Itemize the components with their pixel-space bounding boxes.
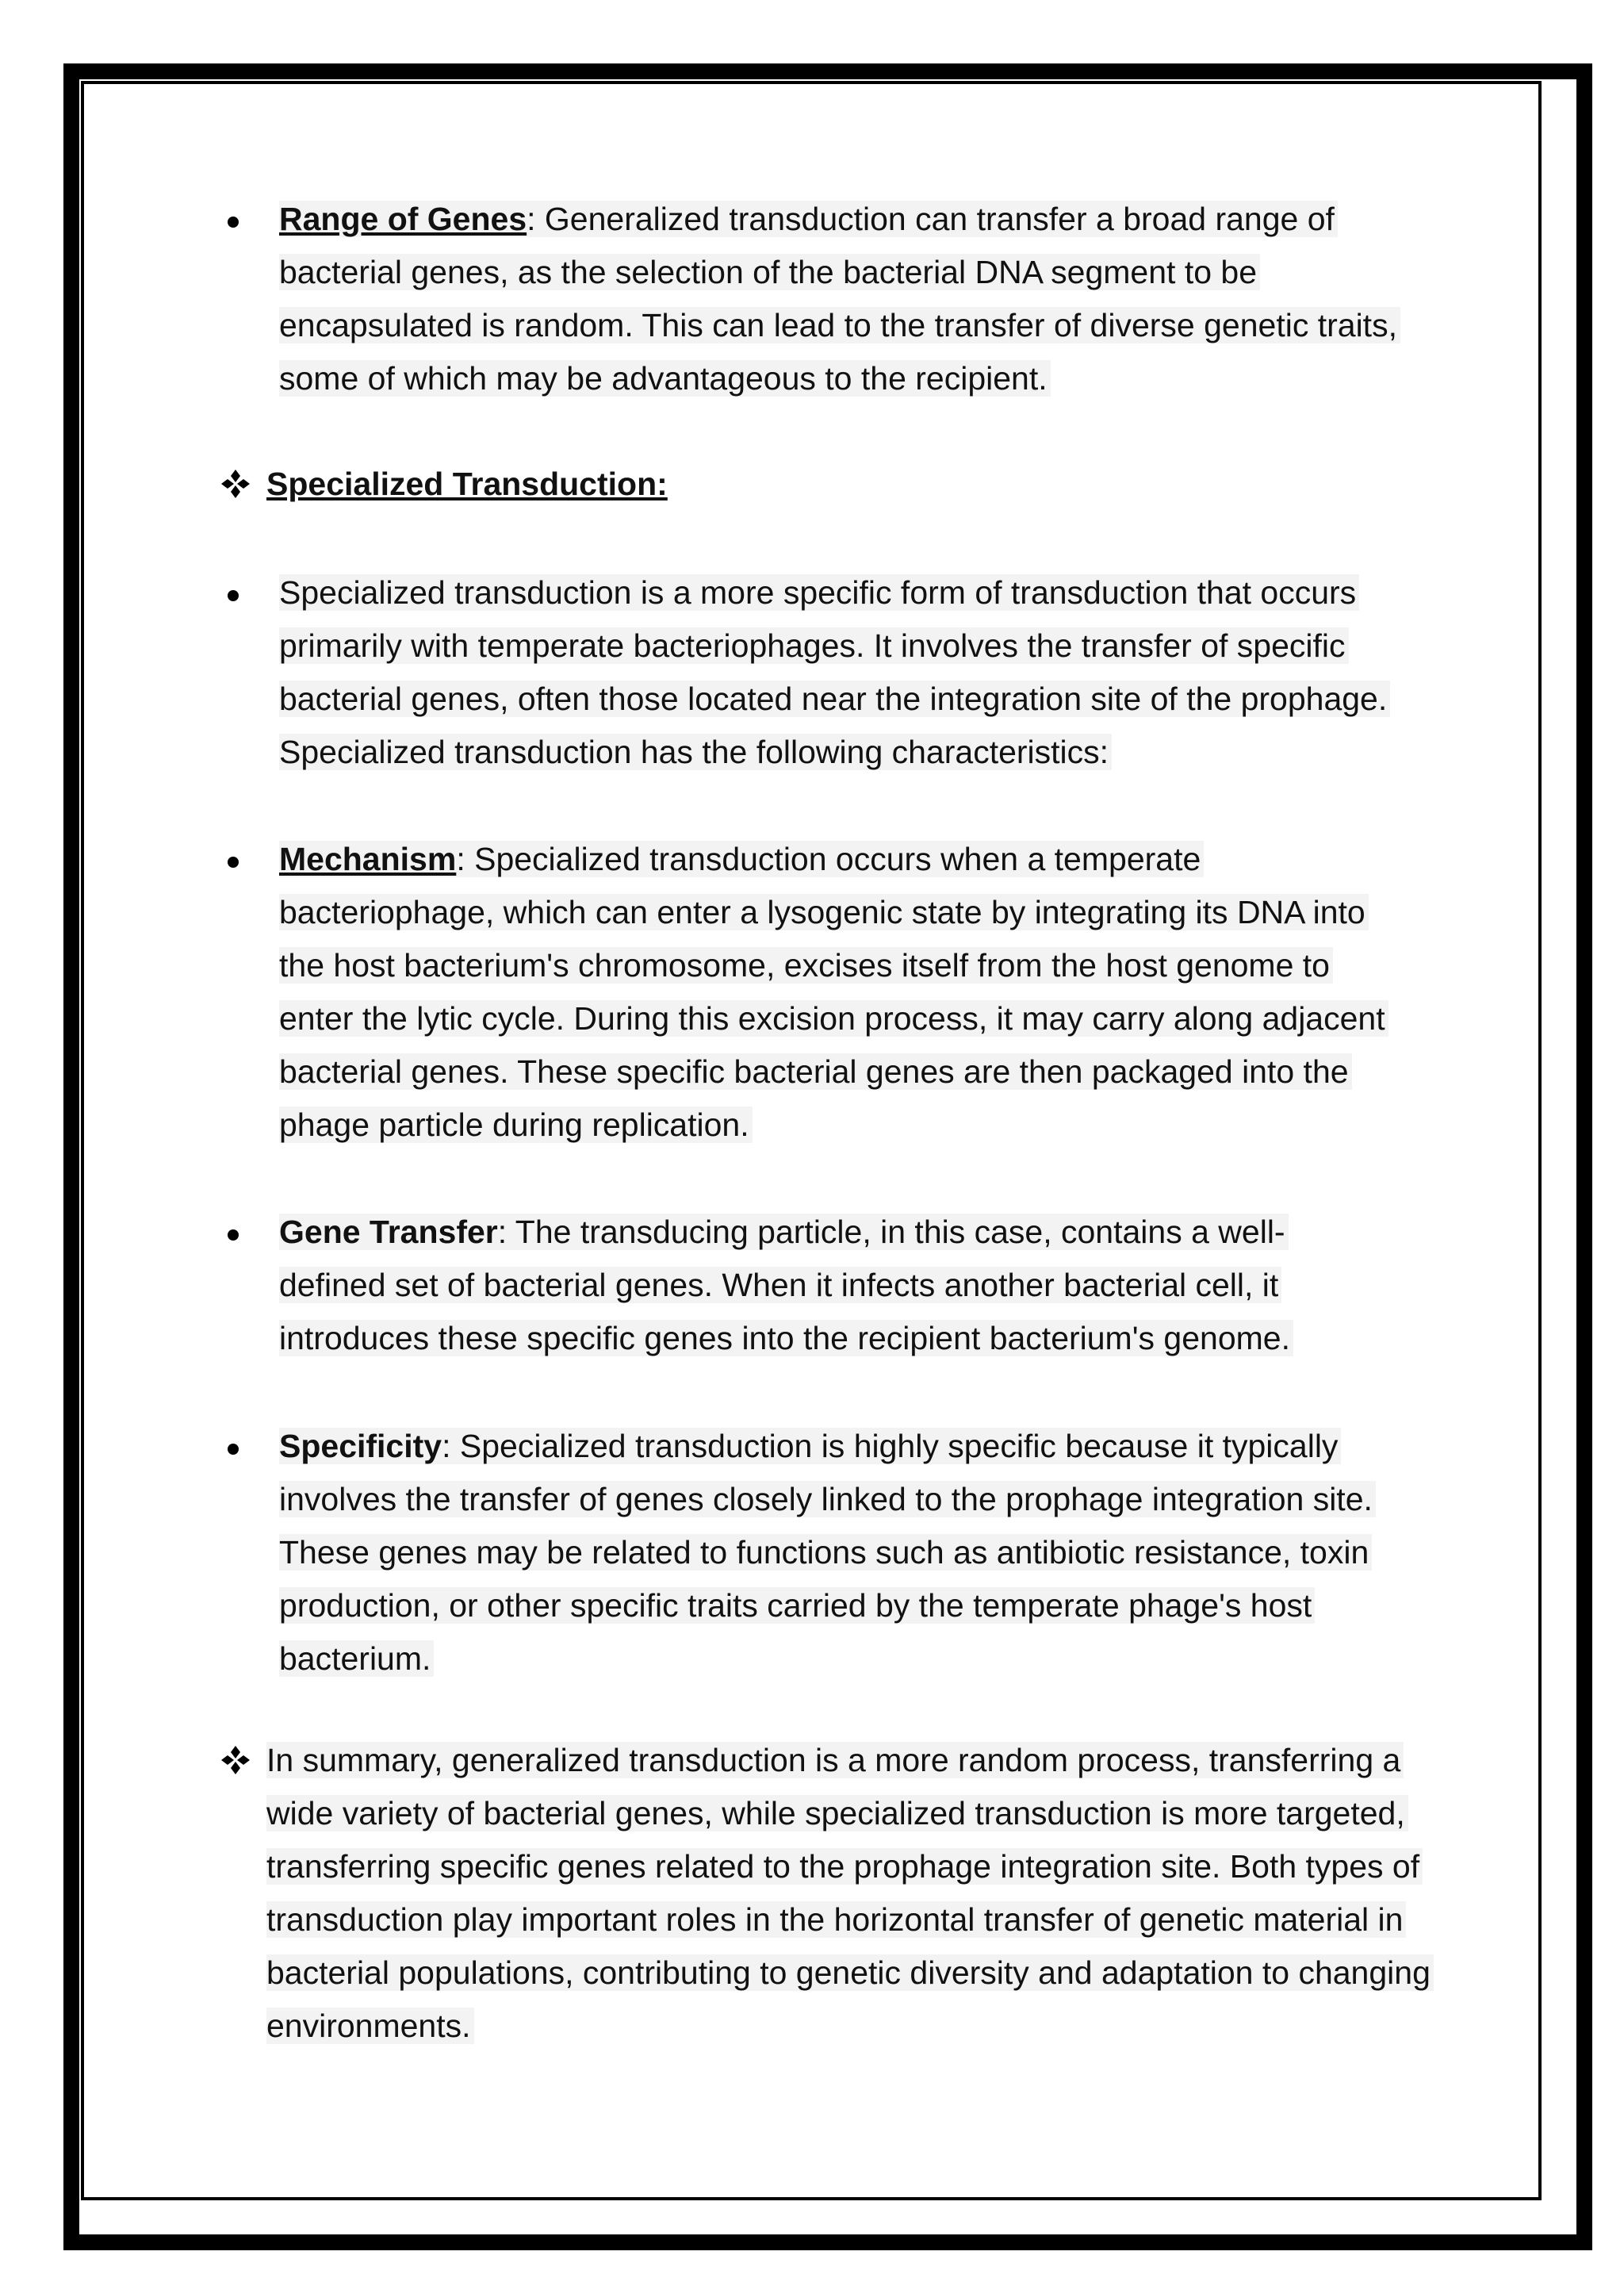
range-of-genes-text: : Generalized transduction can transfer a broad range of bacterial genes, as the selection of the bacterial DNA segment to be encapsulated is random. This can lead to the transfer of diverse genetic traits, some of which may be advantageous to the recipient. [279, 201, 1397, 397]
specificity-text: : Specialized transduction is highly specific because it typically involves the transfer of genes closely linked to the prophage integration site. These genes may be related to functions such as antibiotic resistance, toxin production, or other specific traits carried by the temperate phage's host bacterium. [279, 1428, 1373, 1677]
heading-specialized-transduction: Specialized Transduction: [266, 466, 668, 502]
list-item-gene-transfer [279, 1206, 1373, 1365]
summary-paragraph [266, 1734, 1448, 2053]
term-range-of-genes: Range of Genes [279, 201, 527, 237]
section-heading-specialized [266, 458, 1456, 511]
term-specificity: Specificity [279, 1428, 442, 1464]
list-item-range-of-genes [279, 193, 1421, 405]
bullet-dot-icon [228, 857, 239, 868]
bullet-dot-icon [228, 1229, 239, 1241]
mechanism-text: : Specialized transduction occurs when a temperate bacteriophage, which can enter a lysogenic state by integrating its DNA into the host bacterium's chromosome, excises itself from the host genome to enter the lytic cycle. During this excision process, it may carry along adjacent bacterial genes. These specific bacterial genes are then packaged into the phage particle during replication. [279, 841, 1385, 1143]
bullet-dot-icon [228, 1444, 239, 1455]
term-mechanism: Mechanism [279, 841, 457, 877]
bullet-dot-icon [228, 590, 239, 601]
gene-transfer-text: : The transducing particle, in this case, contains a well-defined set of bacterial genes. When it infects another bacterial cell, it introduces these specific genes into the recipient bacterium's genome. [279, 1214, 1290, 1356]
four-diamond-icon [220, 468, 251, 500]
list-item-mechanism [279, 833, 1405, 1152]
summary-text: In summary, generalized transduction is a more random process, transferring a wide variety of bacterial genes, while specialized transduction is more targeted, transferring specific genes related to the prophage integration site. Both types of transduction play important roles in the horizontal transfer of genetic material in bacterial populations, contributing to genetic diversity and adaptation to changing environments. [266, 1742, 1434, 2044]
four-diamond-icon [220, 1744, 251, 1776]
term-gene-transfer: Gene Transfer [279, 1214, 498, 1250]
specialized-intro-text: Specialized transduction is a more specific form of transduction that occurs primarily with temperate bacteriophages. It involves the transfer of specific bacterial genes, often those located near the integration site of the prophage. Specialized transduction has the following characteristics: [279, 574, 1390, 770]
bullet-dot-icon [228, 217, 239, 228]
list-item-specificity [279, 1420, 1437, 1686]
list-item-specialized-intro [279, 566, 1453, 779]
